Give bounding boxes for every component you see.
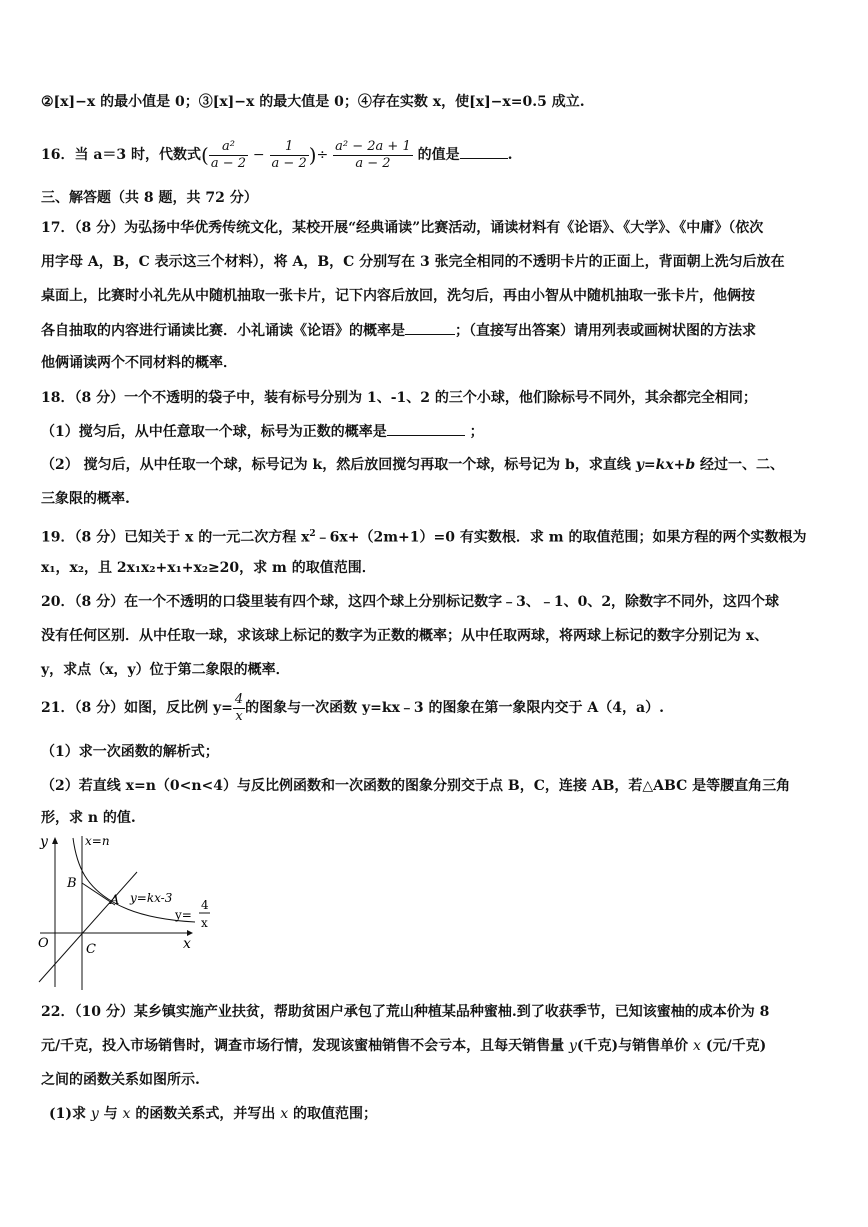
y-axis-arrow [52, 837, 58, 844]
question-19-line-1 [41, 524, 806, 548]
q21-text: （2）若直线 x=n（0<n<4）与反比例函数和一次函数的图象分别交于点 B，C，连接 AB，若△ABC 是等腰直角三角 [41, 778, 791, 794]
answer-blank[interactable] [387, 421, 465, 436]
hyperbola-label-numerator: 4 [201, 898, 209, 912]
answer-blank[interactable] [405, 320, 455, 335]
q18-text: 三象限的概率. [41, 491, 130, 507]
q19-text: ﹣6x+（2m+1）=0 有实数根．求 m 的取值范围；如果方程的两个实数根为 [315, 529, 807, 546]
question-18-line-2 [41, 421, 484, 442]
fraction-denominator: x [235, 708, 243, 724]
q21-text: （1）求一次函数的解析式； [41, 744, 219, 760]
q21-text: 21．（8 分）如图，反比例 y= [41, 700, 233, 716]
q18-text: （2） 搅匀后，从中任取一个球，标号记为 k，然后放回搅匀再取一个球，标号记为 b，求直线 [41, 457, 636, 473]
q16-suffix: 的值是 [417, 147, 460, 163]
q20-text: y，求点（x，y）位于第二象限的概率． [41, 662, 290, 678]
q18-text: （1）搅匀后，从中任意取一个球，标号为正数的概率是 [41, 424, 387, 440]
minus-sign: − [252, 147, 265, 163]
q22-text: (元/千克) [700, 1038, 767, 1054]
origin-label: O [38, 936, 49, 951]
fraction-2-denominator: a − 2 [271, 155, 307, 171]
question-17-line-3 [41, 286, 755, 306]
q18-text: ； [469, 424, 484, 440]
q22-text: (千克)与销售单价 [576, 1038, 694, 1054]
question-20-line-2 [41, 626, 768, 646]
answer-blank[interactable] [460, 144, 508, 159]
variable-x: x [693, 1038, 701, 1054]
x-axis-label: x [183, 936, 191, 952]
question-17-line-1 [41, 218, 763, 238]
question-21-line-3 [41, 776, 790, 796]
fraction-1 [209, 139, 248, 172]
point-b-label: B [67, 876, 77, 891]
fraction-2 [270, 139, 309, 172]
fraction-2-numerator: 1 [270, 139, 309, 156]
question-16: 16．当 a＝3 时，代数式( $\frac{\text{a²}}{a - 2}$ − $\frac{1}{a - 2}$ )÷ $\frac{\text{a² − 2a + 1}}{a - 2}$ 的值是 . [41, 138, 513, 171]
hyperbola-label-prefix: y= [175, 908, 192, 922]
q22-text: 与 [98, 1106, 123, 1122]
variable-x: x [280, 1106, 289, 1122]
section-heading [41, 188, 258, 208]
question-20-line-1 [41, 592, 779, 612]
fraction-numerator: 4 [234, 691, 244, 707]
q22-text: (1)求 [49, 1106, 91, 1122]
variable-y: y [90, 1106, 99, 1122]
question-19-line-2 [41, 558, 376, 578]
fraction-3-denominator: a − 2 [355, 155, 391, 171]
q21-text: 形，求 n 的值. [41, 810, 136, 826]
point-a-label: A [110, 893, 120, 908]
exponent: 2 [309, 529, 316, 539]
variable-x: x [122, 1106, 131, 1122]
q17-text: 各自抽取的内容进行诵读比赛．小礼诵读《论语》的概率是 [41, 323, 405, 339]
question-22-line-4 [49, 1104, 377, 1124]
variable-y: y [569, 1038, 577, 1054]
q22-text: 的函数关系式，并写出 [130, 1106, 281, 1122]
fraction-1-numerator: a² [209, 139, 248, 156]
q17-text: 桌面上，比赛时小礼先从中随机抽取一张卡片，记下内容后放回，洗匀后，再由小智从中随机抽取一张卡片，他俩按 [41, 288, 755, 304]
point-c-label: C [86, 942, 96, 957]
q22-text: 的取值范围； [288, 1106, 377, 1122]
question-17-line-2 [41, 252, 785, 272]
q16-prefix: 16．当 a＝3 时，代数式 [41, 147, 202, 163]
question-22-line-2 [41, 1036, 766, 1056]
q17-text: 他俩诵读两个不同材料的概率． [41, 355, 237, 371]
statement-text: ②[x]−x 的最小值是 0；③[x]−x 的最大值是 0；④存在实数 x，使[x]−x=0.5 成立. [41, 94, 585, 110]
q17-text: 用字母 A，B，C 表示这三个材料），将 A，B，C 分别写在 3 张完全相同的不透明卡片的正面上，背面朝上洗匀后放在 [41, 254, 785, 270]
q20-text: 20．（8 分）在一个不透明的口袋里装有四个球，这四个球上分别标记数字﹣3、﹣1、0、2，除数字不同外，这四个球 [41, 594, 780, 610]
hyperbola-label-denominator: x [201, 916, 208, 930]
q21-text: 的图象与一次函数 y=kx﹣3 的图象在第一象限内交于 A（4，a）. [245, 700, 664, 716]
function-graph-figure [35, 832, 220, 992]
q20-text: 没有任何区别．从中任取一球，求该球上标记的数字为正数的概率；从中任取两球，将两球上标记的数字分别记为 x、 [41, 628, 769, 644]
question-18-line-4 [41, 489, 130, 509]
y-axis-label: y [40, 834, 48, 850]
q22-text: 元/千克，投入市场销售时，调查市场行情，发现该蜜柚销售不会亏本，且每天销售量 [41, 1038, 569, 1054]
question-21-line-2 [41, 742, 219, 762]
fraction-3 [333, 139, 413, 172]
question-21-line-1 [41, 690, 664, 726]
q18-text: 经过一、二、 [695, 457, 785, 473]
question-20-line-3 [41, 660, 290, 680]
fraction-3-numerator: a² − 2a + 1 [335, 138, 411, 154]
question-17-line-5 [41, 353, 237, 373]
question-22-line-1 [41, 1002, 769, 1022]
statement-line [41, 92, 585, 112]
question-18-line-1 [41, 388, 757, 408]
q22-text: 22．（10 分）某乡镇实施产业扶贫，帮助贫困户承包了荒山种植某品种蜜柚.到了收获季节，已知该蜜柚的成本价为 8 [41, 1004, 770, 1020]
q16-end: . [507, 147, 513, 163]
question-18-line-3 [41, 455, 784, 475]
q22-text: 之间的函数关系如图所示. [41, 1072, 200, 1088]
line-equation: y=kx+b [635, 457, 696, 473]
q18-text: 18．（8 分）一个不透明的袋子中，装有标号分别为 1、-1、2 的三个小球，他们除标号不同外，其余都完全相同； [41, 390, 757, 406]
section-title: 三、解答题（共 8 题，共 72 分） [41, 190, 258, 206]
q17-text: 17．（8 分）为弘扬中华优秀传统文化，某校开展“经典诵读”比赛活动，诵读材料有《论语》、《大学》、《中庸》（依次 [41, 220, 764, 236]
question-17-line-4 [41, 320, 756, 341]
linear-function-line [39, 872, 137, 982]
question-22-line-3 [41, 1070, 200, 1090]
q17-text: ；（直接写出答案）请用列表或画树状图的方法求 [455, 323, 756, 339]
linear-function-label: y=kx-3 [130, 891, 173, 905]
question-21-line-4 [41, 808, 136, 828]
divide-sign: ÷ [316, 147, 329, 163]
x-eq-n-label: x=n [85, 834, 110, 848]
fraction-4-over-x [233, 692, 245, 725]
q19-text: x₁，x₂，且 2x₁x₂+x₁+x₂≥20，求 m 的取值范围． [41, 560, 376, 576]
q19-text: 19．（8 分）已知关于 x 的一元二次方程 x [41, 529, 310, 546]
fraction-1-denominator: a − 2 [210, 155, 247, 171]
